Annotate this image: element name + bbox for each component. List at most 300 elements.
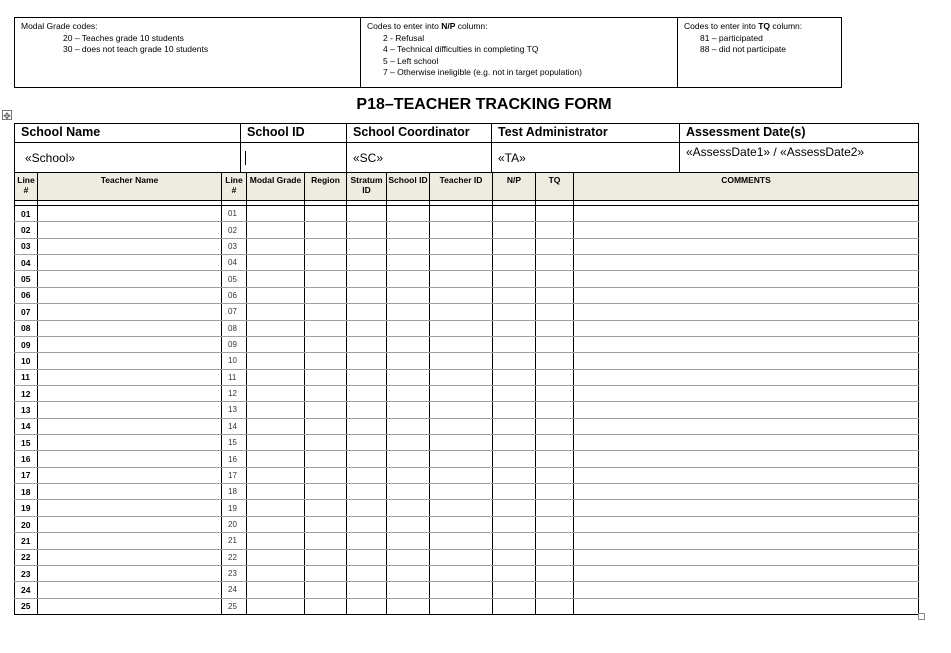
teacher-name-cell[interactable] [38,484,222,500]
np-cell[interactable] [493,484,536,500]
line-number-cell: 16 [15,451,38,467]
line-number-2-cell: 11 [222,369,247,385]
teacher-id-cell[interactable] [430,320,493,336]
teacher-name-cell[interactable] [38,533,222,549]
school-id-cell[interactable] [387,484,430,500]
modal-grade-cell[interactable] [247,336,305,352]
comments-cell[interactable] [574,287,919,303]
np-cell[interactable] [493,418,536,434]
table-row [15,206,919,222]
teacher-id-cell[interactable] [430,238,493,254]
teacher-name-cell[interactable] [38,369,222,385]
np-cell[interactable] [493,255,536,271]
region-cell[interactable] [305,206,347,222]
line-number-2-cell: 13 [222,402,247,418]
school-id-cell[interactable] [387,516,430,532]
tq-cell[interactable] [536,435,574,451]
tq-cell[interactable] [536,516,574,532]
teacher-id-cell[interactable] [430,304,493,320]
np-cell[interactable] [493,451,536,467]
stratum-id-cell[interactable] [347,287,387,303]
comments-cell[interactable] [574,582,919,598]
comments-cell[interactable] [574,222,919,238]
line-number-cell: 06 [15,287,38,303]
teacher-id-cell[interactable] [430,484,493,500]
teacher-id-cell[interactable] [430,287,493,303]
stratum-id-cell[interactable] [347,565,387,581]
teacher-name-cell[interactable] [38,549,222,565]
modal-grade-cell[interactable] [247,582,305,598]
tq-cell[interactable] [536,336,574,352]
school-id-cell[interactable] [387,402,430,418]
school-id-cell[interactable] [387,336,430,352]
comments-cell[interactable] [574,320,919,336]
school-id-cell[interactable] [387,565,430,581]
teacher-id-cell[interactable] [430,565,493,581]
modal-grade-cell[interactable] [247,304,305,320]
modal-grade-cell[interactable] [247,516,305,532]
teacher-name-cell[interactable] [38,271,222,287]
tq-cell[interactable] [536,500,574,516]
stratum-id-cell[interactable] [347,271,387,287]
school-id-cell[interactable] [387,271,430,287]
school-id-cell[interactable] [387,222,430,238]
modal-grade-cell[interactable] [247,451,305,467]
table-row [15,255,919,271]
tq-cell[interactable] [536,467,574,483]
school-id-cell[interactable] [387,255,430,271]
stratum-id-cell[interactable] [347,336,387,352]
line-number-2-cell: 19 [222,500,247,516]
np-cell[interactable] [493,565,536,581]
np-cell[interactable] [493,304,536,320]
table-row [15,598,919,614]
line-number-2-cell: 07 [222,304,247,320]
teacher-id-cell[interactable] [430,385,493,401]
teacher-id-cell[interactable] [430,516,493,532]
tq-cell[interactable] [536,549,574,565]
region-cell[interactable] [305,238,347,254]
comments-cell[interactable] [574,500,919,516]
school-id-cell[interactable] [387,549,430,565]
table-row [15,385,919,401]
line-number-cell: 07 [15,304,38,320]
np-cell[interactable] [493,287,536,303]
teacher-id-cell[interactable] [430,451,493,467]
tq-code-item: 81 – participated [700,32,763,43]
teacher-id-cell[interactable] [430,369,493,385]
region-cell[interactable] [305,549,347,565]
tq-codes [677,18,841,87]
teacher-name-cell[interactable] [38,222,222,238]
table-row [15,582,919,598]
comments-cell[interactable] [574,418,919,434]
modal-grade-cell[interactable] [247,271,305,287]
table-row [15,287,919,303]
line-number-cell: 03 [15,238,38,254]
school-id-cell[interactable] [387,418,430,434]
comments-cell[interactable] [574,549,919,565]
table-resize-handle[interactable] [918,613,925,620]
teacher-id-cell[interactable] [430,402,493,418]
region-cell[interactable] [305,255,347,271]
modal-grade-cell[interactable] [247,287,305,303]
school-id-cell[interactable] [387,533,430,549]
modal-grade-cell[interactable] [247,418,305,434]
np-cell[interactable] [493,353,536,369]
line-number-cell: 14 [15,418,38,434]
np-code-item: 4 – Technical difficulties in completing TQ [383,44,539,54]
school-id-cell[interactable] [387,369,430,385]
school-id-cell[interactable] [387,287,430,303]
stratum-id-cell[interactable] [347,533,387,549]
school-id-cell[interactable] [387,238,430,254]
tq-cell[interactable] [536,320,574,336]
region-cell[interactable] [305,287,347,303]
modal-grade-cell[interactable] [247,565,305,581]
modal-grade-code-item: 20 – Teaches grade 10 students [63,32,184,43]
np-cell[interactable] [493,222,536,238]
teacher-id-cell[interactable] [430,500,493,516]
stratum-id-cell[interactable] [347,549,387,565]
region-cell[interactable] [305,467,347,483]
teacher-id-cell[interactable] [430,271,493,287]
tq-cell[interactable] [536,353,574,369]
tq-cell[interactable] [536,533,574,549]
np-cell[interactable] [493,549,536,565]
np-codes-title-prefix: Codes to enter into [367,21,442,31]
stratum-id-cell[interactable] [347,598,387,614]
teacher-id-cell[interactable] [430,418,493,434]
comments-cell[interactable] [574,598,919,614]
stratum-id-cell[interactable] [347,369,387,385]
modal-grade-cell[interactable] [247,206,305,222]
stratum-id-cell[interactable] [347,402,387,418]
col-region: Region [305,173,347,201]
region-cell[interactable] [305,500,347,516]
school-id-field[interactable] [241,143,347,173]
teacher-id-cell[interactable] [430,533,493,549]
region-cell[interactable] [305,582,347,598]
stratum-id-cell[interactable] [347,582,387,598]
line-number-cell: 13 [15,402,38,418]
stratum-id-cell[interactable] [347,516,387,532]
modal-grade-cell[interactable] [247,369,305,385]
region-cell[interactable] [305,484,347,500]
teacher-name-cell[interactable] [38,304,222,320]
table-row [15,467,919,483]
test-administrator-label: Test Administrator [492,124,680,143]
modal-grade-cell[interactable] [247,533,305,549]
modal-grade-cell[interactable] [247,353,305,369]
modal-grade-cell[interactable] [247,598,305,614]
teacher-name-cell[interactable] [38,418,222,434]
line-number-2-cell: 23 [222,565,247,581]
modal-grade-cell[interactable] [247,484,305,500]
stratum-id-cell[interactable] [347,206,387,222]
stratum-id-cell[interactable] [347,255,387,271]
line-number-2-cell: 20 [222,516,247,532]
col-line-number: Line # [15,173,38,201]
line-number-2-cell: 08 [222,320,247,336]
tq-cell[interactable] [536,598,574,614]
stratum-id-cell[interactable] [347,451,387,467]
line-number-2-cell: 02 [222,222,247,238]
school-coordinator-field[interactable]: «SC» [347,143,492,173]
region-cell[interactable] [305,320,347,336]
comments-cell[interactable] [574,451,919,467]
teacher-id-cell[interactable] [430,549,493,565]
tq-cell[interactable] [536,402,574,418]
comments-cell[interactable] [574,369,919,385]
teacher-name-cell[interactable] [38,255,222,271]
comments-cell[interactable] [574,353,919,369]
np-codes-title [367,21,671,33]
stratum-id-cell[interactable] [347,353,387,369]
stratum-id-cell[interactable] [347,320,387,336]
teacher-name-cell[interactable] [38,598,222,614]
tq-cell[interactable] [536,222,574,238]
np-code-item: 2 - Refusal [383,32,425,43]
teacher-name-cell[interactable] [38,516,222,532]
school-id-cell[interactable] [387,320,430,336]
teacher-id-cell[interactable] [430,222,493,238]
comments-cell[interactable] [574,206,919,222]
school-id-cell[interactable] [387,582,430,598]
tq-cell[interactable] [536,304,574,320]
region-cell[interactable] [305,533,347,549]
teacher-id-cell[interactable] [430,435,493,451]
region-cell[interactable] [305,451,347,467]
comments-cell[interactable] [574,336,919,352]
school-id-cell[interactable] [387,467,430,483]
col-teacher-id: Teacher ID [430,173,493,201]
school-id-cell[interactable] [387,598,430,614]
tq-codes-title-prefix: Codes to enter into [684,21,759,31]
line-number-2-cell: 18 [222,484,247,500]
line-number-2-cell: 21 [222,533,247,549]
np-cell[interactable] [493,516,536,532]
region-cell[interactable] [305,435,347,451]
comments-cell[interactable] [574,467,919,483]
comments-cell[interactable] [574,484,919,500]
line-number-2-cell: 25 [222,598,247,614]
region-cell[interactable] [305,369,347,385]
np-cell[interactable] [493,320,536,336]
teacher-name-cell[interactable] [38,320,222,336]
school-id-cell[interactable] [387,385,430,401]
line-number-cell: 23 [15,565,38,581]
table-move-handle-icon[interactable]: ✥ [3,111,11,121]
modal-grade-cell[interactable] [247,238,305,254]
stratum-id-cell[interactable] [347,418,387,434]
codes-legend [14,17,842,88]
teacher-name-cell[interactable] [38,385,222,401]
stratum-id-cell[interactable] [347,222,387,238]
np-cell[interactable] [493,271,536,287]
table-row [15,353,919,369]
comments-cell[interactable] [574,565,919,581]
modal-grade-cell[interactable] [247,500,305,516]
teacher-name-cell[interactable] [38,206,222,222]
teacher-name-cell[interactable] [38,238,222,254]
stratum-id-cell[interactable] [347,467,387,483]
line-number-2-cell: 04 [222,255,247,271]
school-id-cell[interactable] [387,353,430,369]
tq-cell[interactable] [536,418,574,434]
teacher-name-cell[interactable] [38,565,222,581]
assessment-dates-label: Assessment Date(s) [680,124,919,143]
table-row [15,451,919,467]
teacher-id-cell[interactable] [430,353,493,369]
school-id-cell[interactable] [387,500,430,516]
comments-cell[interactable] [574,435,919,451]
teacher-id-cell[interactable] [430,598,493,614]
np-cell[interactable] [493,598,536,614]
stratum-id-cell[interactable] [347,500,387,516]
region-cell[interactable] [305,598,347,614]
np-cell[interactable] [493,402,536,418]
teacher-name-cell[interactable] [38,353,222,369]
table-row [15,271,919,287]
line-number-cell: 11 [15,369,38,385]
teacher-tracking-table [14,172,919,615]
np-cell[interactable] [493,385,536,401]
stratum-id-cell[interactable] [347,385,387,401]
comments-cell[interactable] [574,304,919,320]
modal-grade-cell[interactable] [247,402,305,418]
line-number-cell: 25 [15,598,38,614]
teacher-id-cell[interactable] [430,582,493,598]
form-title: P18–TEACHER TRACKING FORM [356,96,612,113]
line-number-cell: 21 [15,533,38,549]
region-cell[interactable] [305,304,347,320]
modal-grade-cell[interactable] [247,549,305,565]
stratum-id-cell[interactable] [347,484,387,500]
comments-cell[interactable] [574,271,919,287]
modal-grade-cell[interactable] [247,467,305,483]
region-cell[interactable] [305,565,347,581]
tq-cell[interactable] [536,451,574,467]
teacher-name-cell[interactable] [38,287,222,303]
teacher-name-cell[interactable] [38,402,222,418]
tq-cell[interactable] [536,565,574,581]
region-cell[interactable] [305,418,347,434]
modal-grade-cell[interactable] [247,320,305,336]
table-row [15,435,919,451]
np-codes [360,18,677,87]
comments-cell[interactable] [574,402,919,418]
np-cell[interactable] [493,500,536,516]
region-cell[interactable] [305,516,347,532]
test-administrator-field[interactable]: «TA» [492,143,680,173]
tq-cell[interactable] [536,369,574,385]
modal-grade-cell[interactable] [247,385,305,401]
np-cell[interactable] [493,582,536,598]
school-name-field[interactable]: «School» [15,143,241,173]
table-row [15,369,919,385]
teacher-name-cell[interactable] [38,467,222,483]
tq-cell[interactable] [536,484,574,500]
line-number-cell: 15 [15,435,38,451]
tq-codes-title-bold: TQ [758,21,770,31]
teacher-id-cell[interactable] [430,206,493,222]
tq-cell[interactable] [536,582,574,598]
line-number-cell: 05 [15,271,38,287]
modal-grade-cell[interactable] [247,222,305,238]
stratum-id-cell[interactable] [347,238,387,254]
region-cell[interactable] [305,271,347,287]
stratum-id-cell[interactable] [347,304,387,320]
teacher-id-cell[interactable] [430,467,493,483]
np-cell[interactable] [493,336,536,352]
tq-cell[interactable] [536,255,574,271]
tq-cell[interactable] [536,287,574,303]
modal-grade-code-item: 30 – does not teach grade 10 students [63,44,209,54]
teacher-name-cell[interactable] [38,500,222,516]
table-row [15,533,919,549]
table-row [15,565,919,581]
modal-grade-cell[interactable] [247,435,305,451]
line-number-2-cell: 10 [222,353,247,369]
school-id-cell[interactable] [387,304,430,320]
teacher-name-cell[interactable] [38,582,222,598]
school-id-cell[interactable] [387,206,430,222]
comments-cell[interactable] [574,238,919,254]
line-number-2-cell: 14 [222,418,247,434]
tq-cell[interactable] [536,238,574,254]
teacher-id-cell[interactable] [430,255,493,271]
comments-cell[interactable] [574,255,919,271]
region-cell[interactable] [305,402,347,418]
school-id-cell[interactable] [387,451,430,467]
np-cell[interactable] [493,238,536,254]
line-number-cell: 17 [15,467,38,483]
line-number-2-cell: 05 [222,271,247,287]
np-code-item: 5 – Left school [383,55,439,66]
teacher-name-cell[interactable] [38,451,222,467]
school-id-cell[interactable] [387,435,430,451]
region-cell[interactable] [305,336,347,352]
region-cell[interactable] [305,222,347,238]
np-cell[interactable] [493,206,536,222]
col-tq: TQ [536,173,574,201]
teacher-id-cell[interactable] [430,336,493,352]
school-coordinator-label: School Coordinator [347,124,492,143]
np-cell[interactable] [493,467,536,483]
region-cell[interactable] [305,385,347,401]
tq-code-item: 88 – did not participate [700,44,787,54]
np-cell[interactable] [493,533,536,549]
comments-cell[interactable] [574,385,919,401]
teacher-name-cell[interactable] [38,435,222,451]
tq-cell[interactable] [536,385,574,401]
region-cell[interactable] [305,353,347,369]
comments-cell[interactable] [574,516,919,532]
np-cell[interactable] [493,435,536,451]
comments-cell[interactable] [574,533,919,549]
stratum-id-cell[interactable] [347,435,387,451]
modal-grade-cell[interactable] [247,255,305,271]
tq-cell[interactable] [536,271,574,287]
line-number-cell: 22 [15,549,38,565]
teacher-name-cell[interactable] [38,336,222,352]
np-cell[interactable] [493,369,536,385]
table-row [15,402,919,418]
tq-cell[interactable] [536,206,574,222]
assessment-dates-field[interactable]: «AssessDate1» / «AssessDate2» [680,143,919,173]
np-codes-title-bold: N/P [441,21,456,31]
